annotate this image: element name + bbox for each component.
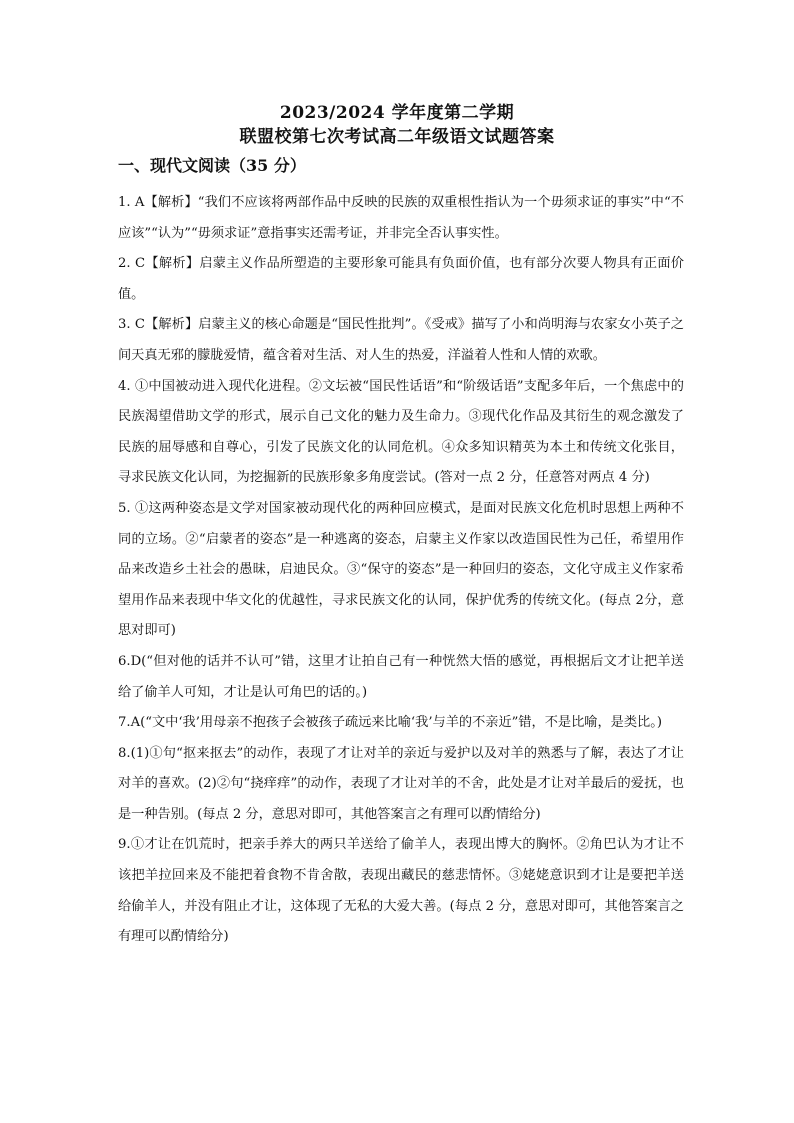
answer-item-5: 5. ①这两种姿态是文学对国家被动现代化的两种回应模式，是面对民族文化危机时思想上两种不同的立场。②“启蒙者的姿态”是一种逃离的姿态，启蒙主义作家以改造国民性为己任，希望用作品来改造乡土社会的愚昧，启迪民众。③“保守的姿态”是一种回归的姿态，文化守成主义作家希望用作品来表现中华文化的优越性，寻求民族文化的认同，保护优秀的传统文化。(每点 2分，意思对即可) [118, 500, 684, 639]
answer-item-9: 9.①才让在饥荒时，把亲手养大的两只羊送给了偷羊人，表现出博大的胸怀。②角巴认为才让不该把羊拉回来及不能把着食物不肯舍散，表现出藏民的慈悲情怀。③姥姥意识到才让是要把羊送给偷羊人，并没有阻止才让，这体现了无私的大爱大善。(每点 2 分，意思对即可，其他答案言之有理可以酌情给分) [118, 837, 684, 945]
answer-item-8: 8.(1)①句“抠来抠去”的动作，表现了才让对羊的亲近与爱护以及对羊的熟悉与了解，表达了才让对羊的喜欢。(2)②句“挠痒痒”的动作，表现了才让对羊的不舍，此处是才让对羊最后的爱抚，也是一种告别。(每点 2 分，意思对即可，其他答案言之有理可以酌情给分) [118, 745, 684, 822]
answer-item-1: 1. A【解析】“我们不应该将两部作品中反映的民族的双重根性指认为一个毋须求证的事实”中“不应该”“认为”“毋须求证”意指事实还需考证，并非完全否认事实性。 [118, 195, 684, 241]
answer-item-6: 6.D(“但对他的话并不认可”错，这里才让拍自己有一种恍然大悟的感觉，再根据后文才让把羊送给了偷羊人可知，才让是认可角巴的话的。) [118, 653, 684, 700]
answer-item-4: 4. ①中国被动进入现代化进程。②文坛被“国民性话语”和“阶级话语”支配多年后，一个焦虑中的民族渴望借助文学的形式，展示自己文化的魅力及生命力。③现代化作品及其衍生的观念激发了民族的屈辱感和自尊心，引发了民族文化的认同危机。④众多知识精英为本土和传统文化张目，寻求民族文化认同，为挖掘新的民族形象多角度尝试。(答对一点 2 分，任意答对两点 4 分) [118, 378, 684, 486]
document-title-exam: 联盟校第七次考试高二年级语文试题答案 [239, 127, 555, 147]
document-title-term: 2023/2024 学年度第二学期 [279, 103, 515, 123]
section-heading-modern-reading: 一、现代文阅读（35 分） [118, 156, 306, 175]
answer-list [118, 188, 684, 953]
answer-item-7: 7.A(“文中‘我’用母亲不抱孩子会被孩子疏远来比喻‘我’与羊的不亲近”错，不是比喻，是类比。) [118, 715, 662, 731]
answer-item-2: 2. C【解析】启蒙主义作品所塑造的主要形象可能具有负面价值，也有部分次要人物具有正面价值。 [118, 256, 684, 302]
answer-item-3: 3. C【解析】启蒙主义的核心命题是“国民性批判”。《受戒》描写了小和尚明海与农家女小英子之间天真无邪的朦胧爱情，蕴含着对生活、对人生的热爱，洋溢着人性和人情的欢歌。 [118, 317, 684, 363]
